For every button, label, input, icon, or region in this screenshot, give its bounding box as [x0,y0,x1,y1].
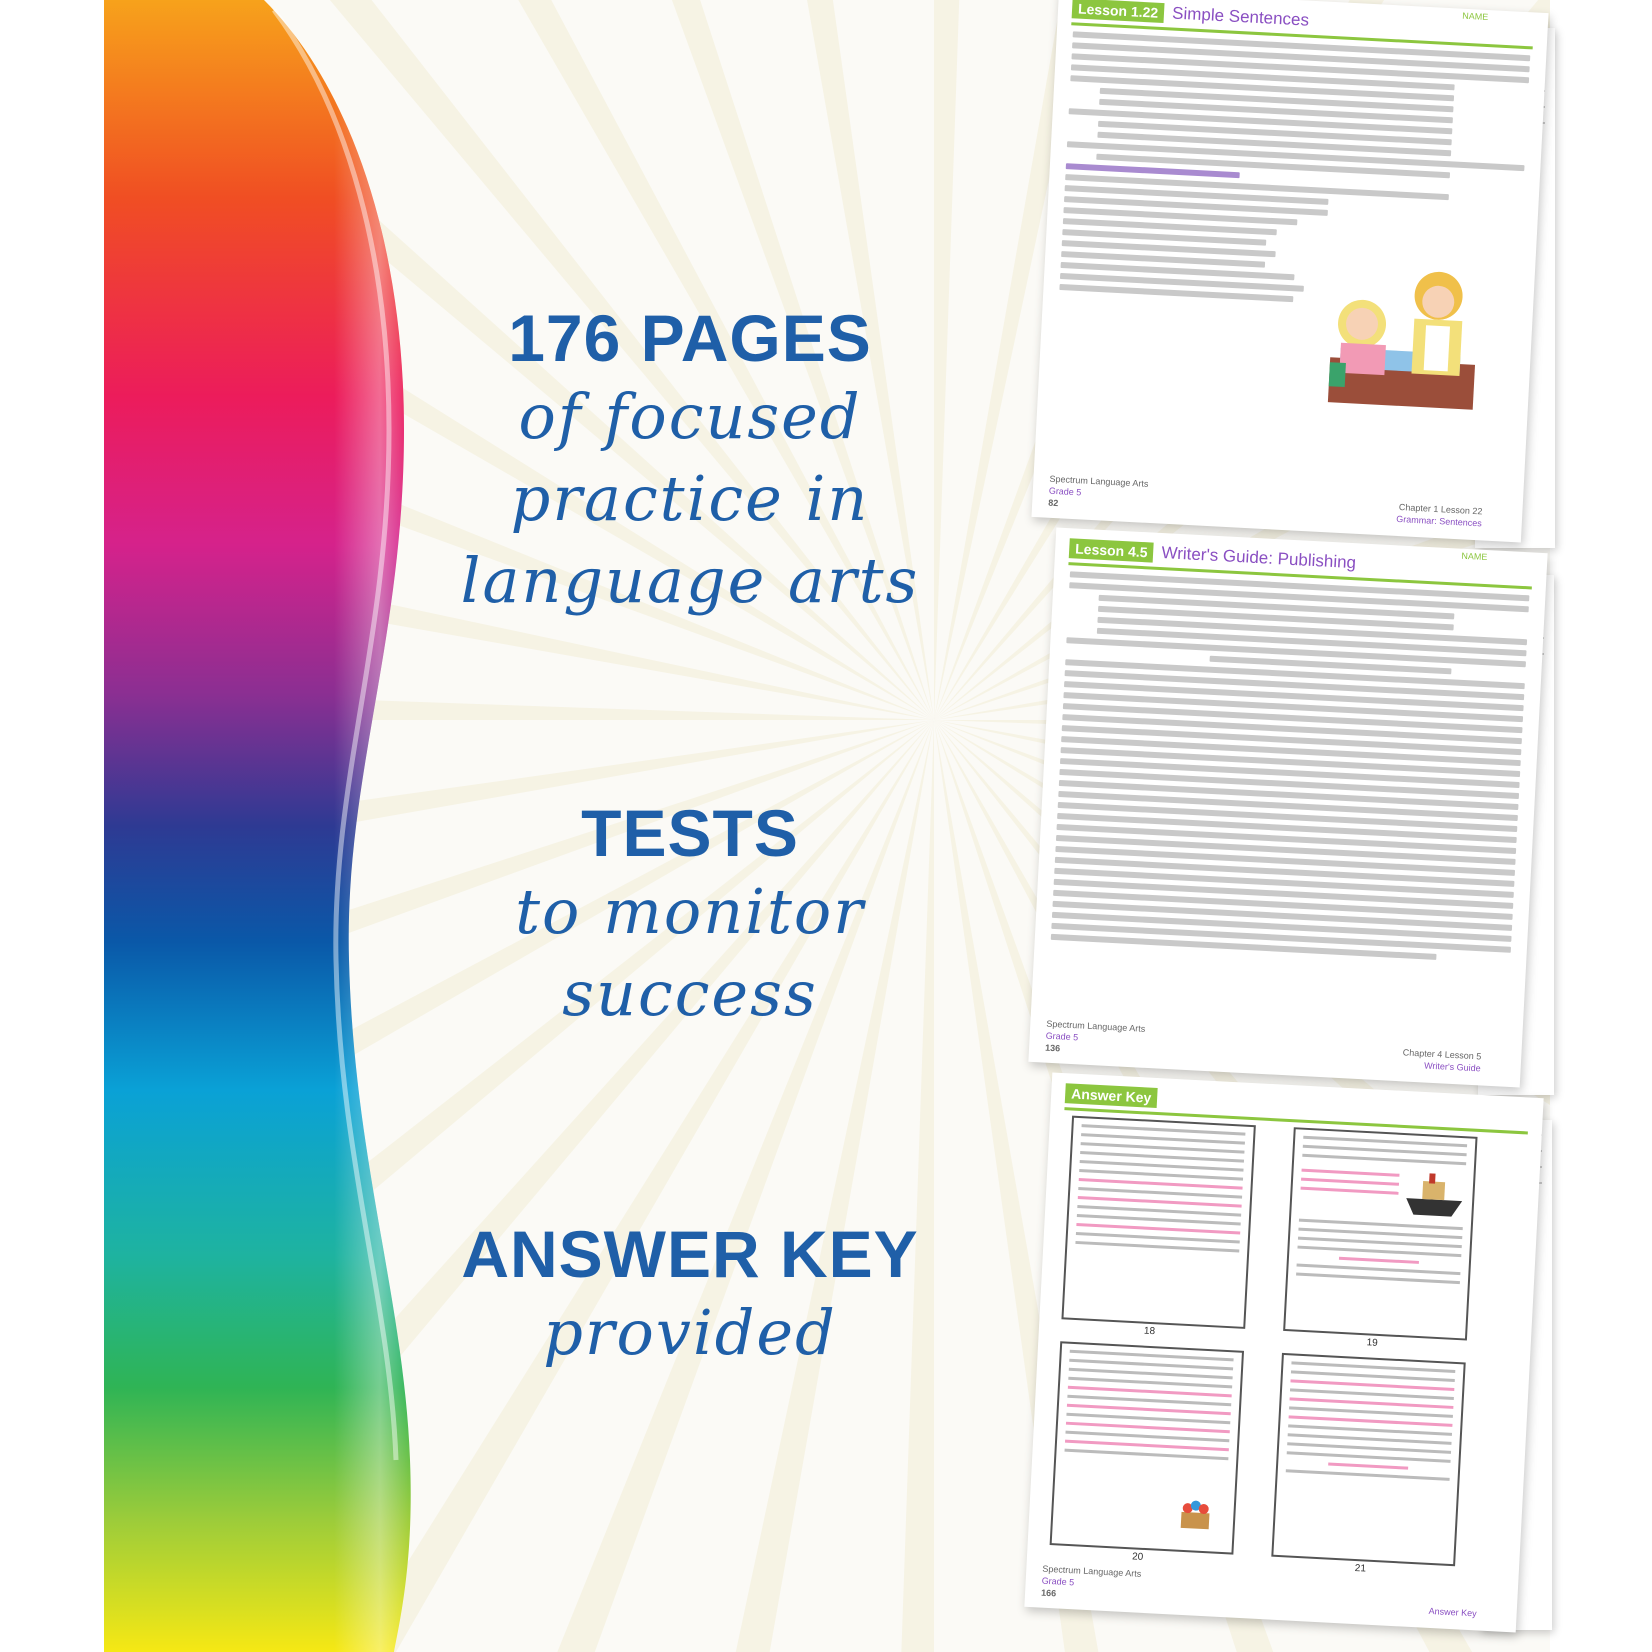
lesson-title: Simple Sentences [1171,3,1310,30]
ship-icon [1403,1168,1466,1221]
answer-key-tag: Answer Key [1065,1083,1158,1108]
lesson-tag: Lesson 1.22 [1072,0,1165,23]
answer-key-page [1024,1072,1543,1632]
footer-publisher: Spectrum Language Arts [1049,473,1149,489]
footer-chapter: Chapter 4 Lesson 5 [1402,1047,1482,1062]
page-number: 166 [1040,1587,1057,1599]
footer-topic: Writer's Guide [1423,1060,1481,1074]
feature-answer-key-headline: ANSWER KEY [461,1217,919,1291]
feature-pages-line-2: practice in [510,462,870,535]
feature-pages-line-1: of focused [518,380,862,453]
feature-answer-key [400,1216,980,1374]
rainbow-ribbon [104,0,434,1652]
thumb-page-number: 21 [1354,1563,1367,1575]
feature-answer-key-line-1: provided [543,1296,837,1369]
footer-publisher: Spectrum Language Arts [1046,1018,1146,1034]
feature-tests-line-2: success [562,957,818,1030]
thumb-page-number: 18 [1143,1325,1156,1338]
lesson-title: Writer's Guide: Publishing [1161,543,1357,573]
answer-thumb-21 [1271,1353,1465,1566]
name-label: NAME [1461,550,1488,563]
feature-pages-headline: 176 PAGES [508,301,872,375]
page-number: 82 [1047,497,1059,509]
page-number: 136 [1044,1042,1061,1054]
thumb-page-number: 19 [1366,1337,1379,1349]
name-label: NAME [1462,10,1489,23]
lesson-page-publishing [1028,527,1547,1087]
feature-pages [400,300,980,622]
thumb-page-number: 20 [1131,1551,1144,1563]
lesson-tag: Lesson 4.5 [1069,538,1154,562]
footer-grade: Grade 5 [1045,1030,1079,1043]
flower-basket-icon [1177,1496,1215,1532]
footer-publisher: Spectrum Language Arts [1042,1563,1142,1579]
footer-topic: Grammar: Sentences [1396,513,1483,529]
feature-pages-line-3: language arts [460,544,920,617]
footer-grade: Grade 5 [1041,1575,1075,1588]
feature-tests-line-1: to monitor [515,875,865,948]
cooking-illustration [1317,262,1485,420]
footer-topic: Answer Key [1428,1605,1477,1619]
lesson-page-simple-sentences [1031,0,1548,542]
footer-chapter: Chapter 1 Lesson 22 [1398,502,1483,517]
feature-tests [400,795,980,1035]
answer-thumb-19 [1283,1127,1477,1340]
feature-tests-headline: TESTS [581,796,799,870]
answer-thumb-18 [1061,1116,1255,1329]
answer-thumb-20 [1050,1341,1244,1554]
footer-grade: Grade 5 [1048,485,1082,498]
